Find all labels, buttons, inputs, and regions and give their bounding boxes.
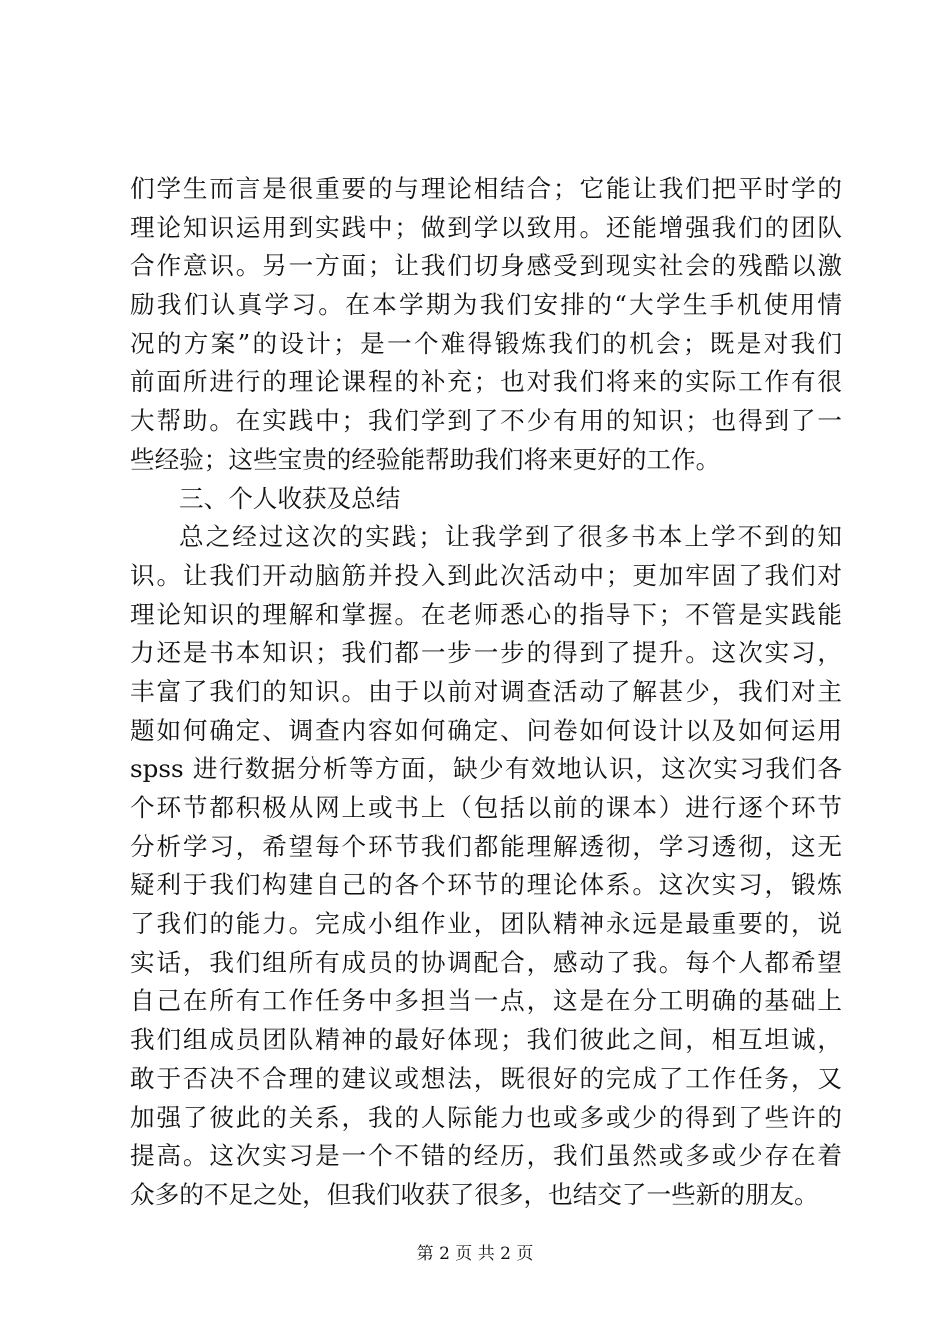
text-line: 大帮助。在实践中；我们学到了不少有用的知识；也得到了一 [130,406,842,436]
text-line: 我们组成员团队精神的最好体现；我们彼此之间，相互坦诚， [130,1025,842,1055]
document-body [130,170,842,1215]
text-line: 前面所进行的理论课程的补充；也对我们将来的实际工作有很 [130,367,842,397]
paragraph-continuation [130,170,842,480]
section-heading [130,480,842,519]
text-line: 些经验；这些宝贵的经验能帮助我们将来更好的工作。 [130,444,721,474]
text-line: 理论知识的理解和掌握。在老师悉心的指导下；不管是实践能 [130,599,842,629]
text-line: spss 进行数据分析等方面，缺少有效地认识，这次实习我们各 [130,754,842,784]
text-line: 分析学习，希望每个环节我们都能理解透彻，学习透彻，这无 [130,831,842,861]
text-line: 力还是书本知识；我们都一步一步的得到了提升。这次实习， [130,638,842,668]
paragraph-summary [130,518,842,1214]
text-line: 敢于否决不合理的建议或想法，既很好的完成了工作任务，又 [130,1063,842,1093]
text-line: 个环节都积极从网上或书上（包括以前的课本）进行逐个环节 [130,793,842,822]
text-line: 提高。这次实习是一个不错的经历，我们虽然或多或少存在着 [130,1141,842,1171]
text-line: 自己在所有工作任务中多担当一点，这是在分工明确的基础上 [130,986,842,1016]
text-line: 实话，我们组所有成员的协调配合，感动了我。每个人都希望 [130,947,842,977]
text-line: 丰富了我们的知识。由于以前对调查活动了解甚少，我们对主 [130,676,842,706]
heading-text: 三、个人收获及总结 [179,483,401,513]
text-line: 疑利于我们构建自己的各个环节的理论体系。这次实习，锻炼 [130,870,842,900]
page-number-footer: 第 2 页 共 2 页 [416,1244,534,1264]
text-line: 们学生而言是很重要的与理论相结合；它能让我们把平时学的 [130,174,842,203]
text-line: 了我们的能力。完成小组作业，团队精神永远是最重要的，说 [130,909,842,939]
text-line: 加强了彼此的关系，我的人际能力也或多或少的得到了些许的 [130,1102,842,1132]
text-line: 总之经过这次的实践；让我学到了很多书本上学不到的知 [179,522,842,552]
text-line: 题如何确定、调查内容如何确定、问卷如何设计以及如何运用 [130,715,842,745]
text-line: 众多的不足之处，但我们收获了很多，也结交了一些新的朋友。 [130,1179,819,1209]
text-line: 理论知识运用到实践中；做到学以致用。还能增强我们的团队 [130,212,842,242]
text-line: 合作意识。另一方面；让我们切身感受到现实社会的残酷以激 [130,251,842,281]
text-line: 况的方案”的设计；是一个难得锻炼我们的机会；既是对我们 [130,328,842,358]
text-line: 识。让我们开动脑筋并投入到此次活动中；更加牢固了我们对 [130,560,842,590]
text-line: 励我们认真学习。在本学期为我们安排的“大学生手机使用情 [130,290,842,320]
